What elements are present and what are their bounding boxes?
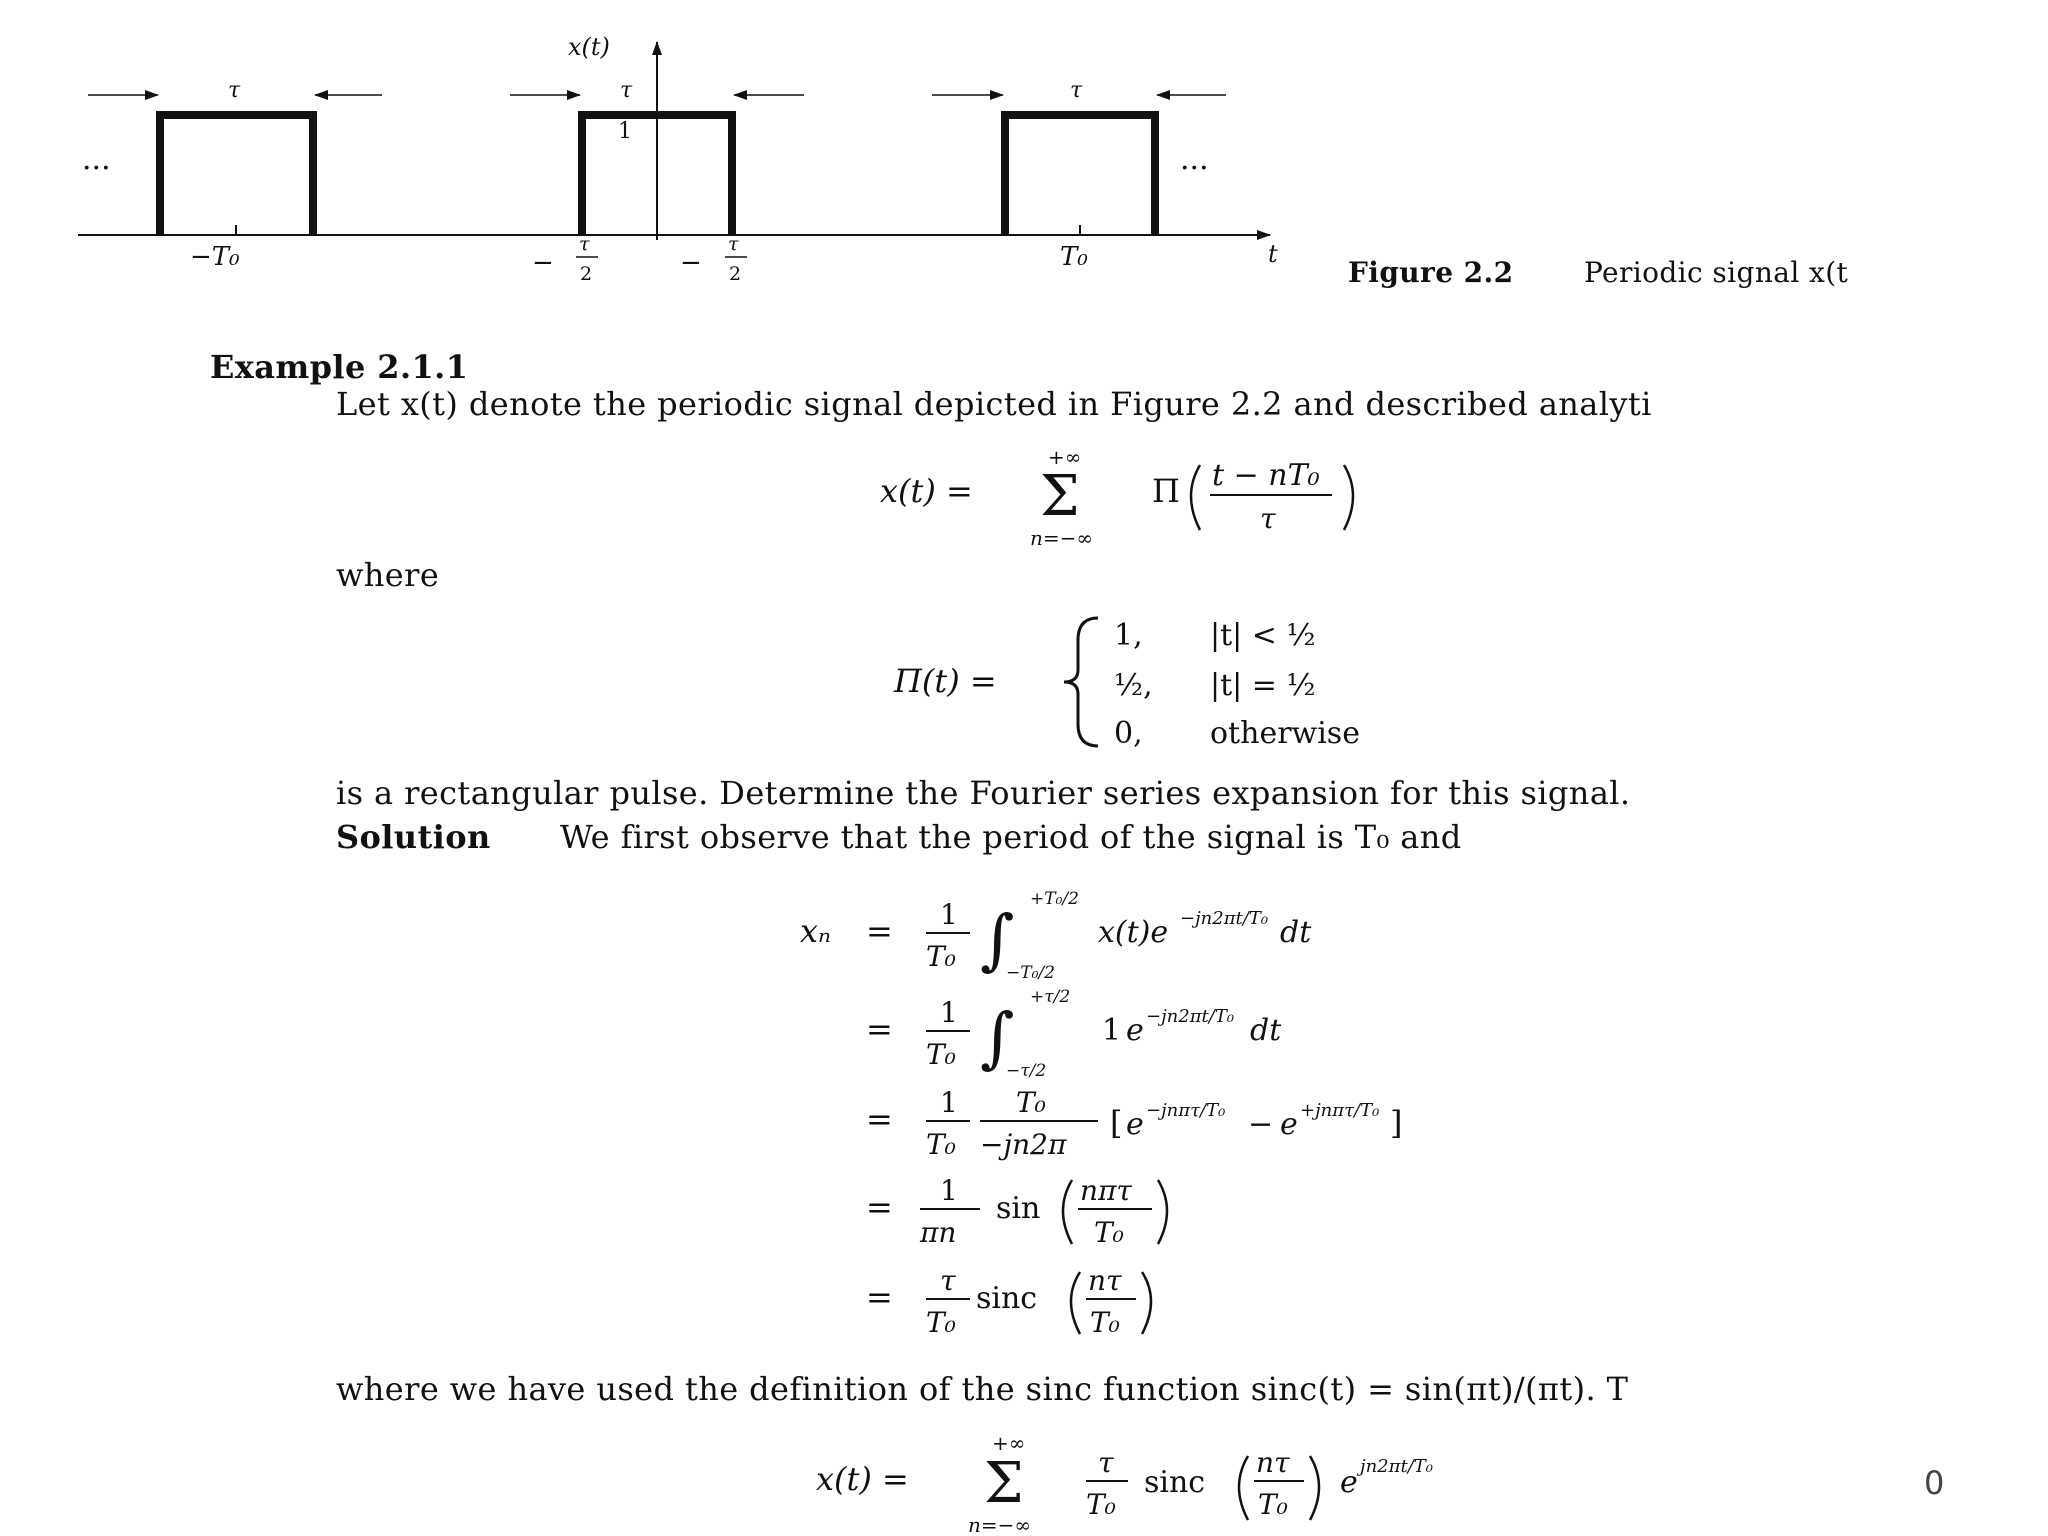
ellipsis-left: ··· xyxy=(82,151,111,186)
svg-text:T₀: T₀ xyxy=(1094,1216,1124,1249)
case-condition: otherwise xyxy=(1210,716,1360,751)
coefficient-lhs: xₙ xyxy=(800,912,832,950)
svg-text:−: − xyxy=(532,248,554,278)
svg-text:=: = xyxy=(866,1278,893,1316)
equation-final-series xyxy=(800,1420,1560,1536)
svg-text:τ: τ xyxy=(728,233,739,255)
x-axis-label: t xyxy=(1268,240,1278,268)
svg-text:πn: πn xyxy=(920,1216,957,1249)
svg-text:∫: ∫ xyxy=(980,901,1015,978)
svg-text:T₀: T₀ xyxy=(1016,1086,1046,1119)
svg-text:1: 1 xyxy=(1102,1013,1122,1048)
svg-text:2: 2 xyxy=(729,263,742,285)
case-value: ½, xyxy=(1114,668,1153,703)
where-label: where xyxy=(336,556,440,594)
svg-text:T₀: T₀ xyxy=(1258,1488,1288,1521)
svg-text:τ: τ xyxy=(1260,502,1276,535)
equation-rect-pulse xyxy=(880,600,1420,760)
case-value: 0, xyxy=(1114,716,1143,751)
equation-periodic-sum xyxy=(860,440,1460,550)
svg-text:T₀: T₀ xyxy=(926,1306,956,1339)
equation-fourier-coefficients xyxy=(780,880,1580,1350)
ellipsis-right: ··· xyxy=(1180,151,1209,186)
svg-text:sinc: sinc xyxy=(976,1281,1038,1316)
svg-text:Σ: Σ xyxy=(1040,464,1080,529)
svg-text:Σ: Σ xyxy=(984,1451,1024,1516)
svg-text:−T₀/2: −T₀/2 xyxy=(1006,963,1055,983)
svg-text:2: 2 xyxy=(580,263,593,285)
svg-text:n=−∞: n=−∞ xyxy=(968,1513,1032,1536)
svg-text:+jnπτ/T₀: +jnπτ/T₀ xyxy=(1300,1100,1380,1121)
svg-text:−jn2πt/T₀: −jn2πt/T₀ xyxy=(1146,1006,1235,1027)
svg-text:nτ: nτ xyxy=(1088,1264,1122,1297)
y-axis-label: x(t) xyxy=(568,33,610,61)
svg-text:1: 1 xyxy=(940,1086,958,1119)
svg-text:1: 1 xyxy=(940,898,958,931)
svg-text:n=−∞: n=−∞ xyxy=(1030,526,1094,550)
sinc-definition-sentence: where we have used the definition of the sinc function sinc(t) = sin(πt)/(πt). T xyxy=(336,1370,1629,1408)
svg-text:∫: ∫ xyxy=(980,999,1015,1076)
rect-pulse-sentence: is a rectangular pulse. Determine the Fourier series expansion for this signal. xyxy=(336,774,1631,812)
svg-text:τ: τ xyxy=(940,1264,956,1297)
svg-text:]: ] xyxy=(1390,1104,1403,1142)
svg-text:sin: sin xyxy=(996,1191,1041,1226)
svg-text:jn2πt/T₀: jn2πt/T₀ xyxy=(1360,1456,1433,1477)
figure-caption-number: Figure 2.2 xyxy=(1348,256,1514,289)
svg-text:=: = xyxy=(866,1188,893,1226)
svg-text:e: e xyxy=(1126,1013,1144,1048)
svg-text:+∞: +∞ xyxy=(992,1431,1026,1455)
svg-text:=: = xyxy=(866,1100,893,1138)
svg-text:−jn2πt/T₀: −jn2πt/T₀ xyxy=(1180,908,1269,929)
svg-text:−τ/2: −τ/2 xyxy=(1006,1061,1047,1081)
case-value: 1, xyxy=(1114,618,1143,653)
figure-caption-text: Periodic signal x(t xyxy=(1584,256,1849,289)
case-condition: |t| < ½ xyxy=(1210,618,1316,653)
tick-label-neg-half-tau-2 xyxy=(680,233,747,285)
tau-label: τ xyxy=(228,78,241,103)
svg-text:T₀: T₀ xyxy=(1086,1488,1116,1521)
tau-label: τ xyxy=(620,78,633,103)
tick-label: T₀ xyxy=(1060,242,1088,272)
svg-text:τ: τ xyxy=(579,233,590,255)
svg-text:−jnπτ/T₀: −jnπτ/T₀ xyxy=(1146,1100,1226,1121)
svg-text:sinc: sinc xyxy=(1144,1465,1206,1500)
svg-text:+∞: +∞ xyxy=(1048,445,1082,469)
svg-text:T₀: T₀ xyxy=(926,1128,956,1161)
svg-text:−jn2π: −jn2π xyxy=(980,1128,1067,1161)
svg-text:−: − xyxy=(680,248,702,278)
tick-label: −T₀ xyxy=(190,242,240,272)
svg-text:=: = xyxy=(866,912,893,950)
svg-text:1: 1 xyxy=(940,1174,958,1207)
pulse-left xyxy=(160,115,313,235)
solution-text: We first observe that the period of the signal is T₀ and xyxy=(560,818,1462,856)
svg-text:=: = xyxy=(866,1010,893,1048)
example-heading: Example 2.1.1 xyxy=(210,348,469,386)
equation-lhs: Π(t) = xyxy=(894,662,997,700)
svg-text:e: e xyxy=(1280,1107,1298,1142)
tick-label-neg-half-tau-1 xyxy=(532,233,598,285)
svg-text:dt: dt xyxy=(1250,1013,1282,1048)
svg-text:T₀: T₀ xyxy=(926,940,956,973)
page-number: 0 xyxy=(1924,1464,1945,1502)
svg-text:+τ/2: +τ/2 xyxy=(1030,987,1071,1007)
svg-text:T₀: T₀ xyxy=(1090,1306,1120,1339)
svg-text:Π: Π xyxy=(1152,472,1180,510)
final-lhs: x(t) = xyxy=(816,1460,909,1498)
tau-label: τ xyxy=(1070,78,1083,103)
svg-text:τ: τ xyxy=(1098,1446,1114,1479)
svg-text:t − nT₀: t − nT₀ xyxy=(1212,458,1320,493)
svg-text:1: 1 xyxy=(940,996,958,1029)
case-condition: |t| = ½ xyxy=(1210,668,1316,703)
svg-text:[: [ xyxy=(1110,1104,1123,1142)
svg-text:−: − xyxy=(1248,1107,1274,1142)
pulse-right xyxy=(1005,115,1155,235)
solution-label: Solution xyxy=(336,818,491,856)
svg-text:dt: dt xyxy=(1280,915,1312,950)
svg-text:+T₀/2: +T₀/2 xyxy=(1030,889,1079,909)
equation-lhs: x(t) = xyxy=(880,472,973,510)
svg-text:e: e xyxy=(1126,1107,1144,1142)
svg-text:nπτ: nπτ xyxy=(1080,1174,1132,1207)
svg-text:x(t)e: x(t)e xyxy=(1098,915,1169,950)
svg-text:e: e xyxy=(1340,1465,1358,1500)
height-label: 1 xyxy=(618,119,632,144)
svg-text:nτ: nτ xyxy=(1256,1446,1290,1479)
svg-text:T₀: T₀ xyxy=(926,1038,956,1071)
example-intro: Let x(t) denote the periodic signal depicted in Figure 2.2 and described analyti xyxy=(336,385,1652,423)
